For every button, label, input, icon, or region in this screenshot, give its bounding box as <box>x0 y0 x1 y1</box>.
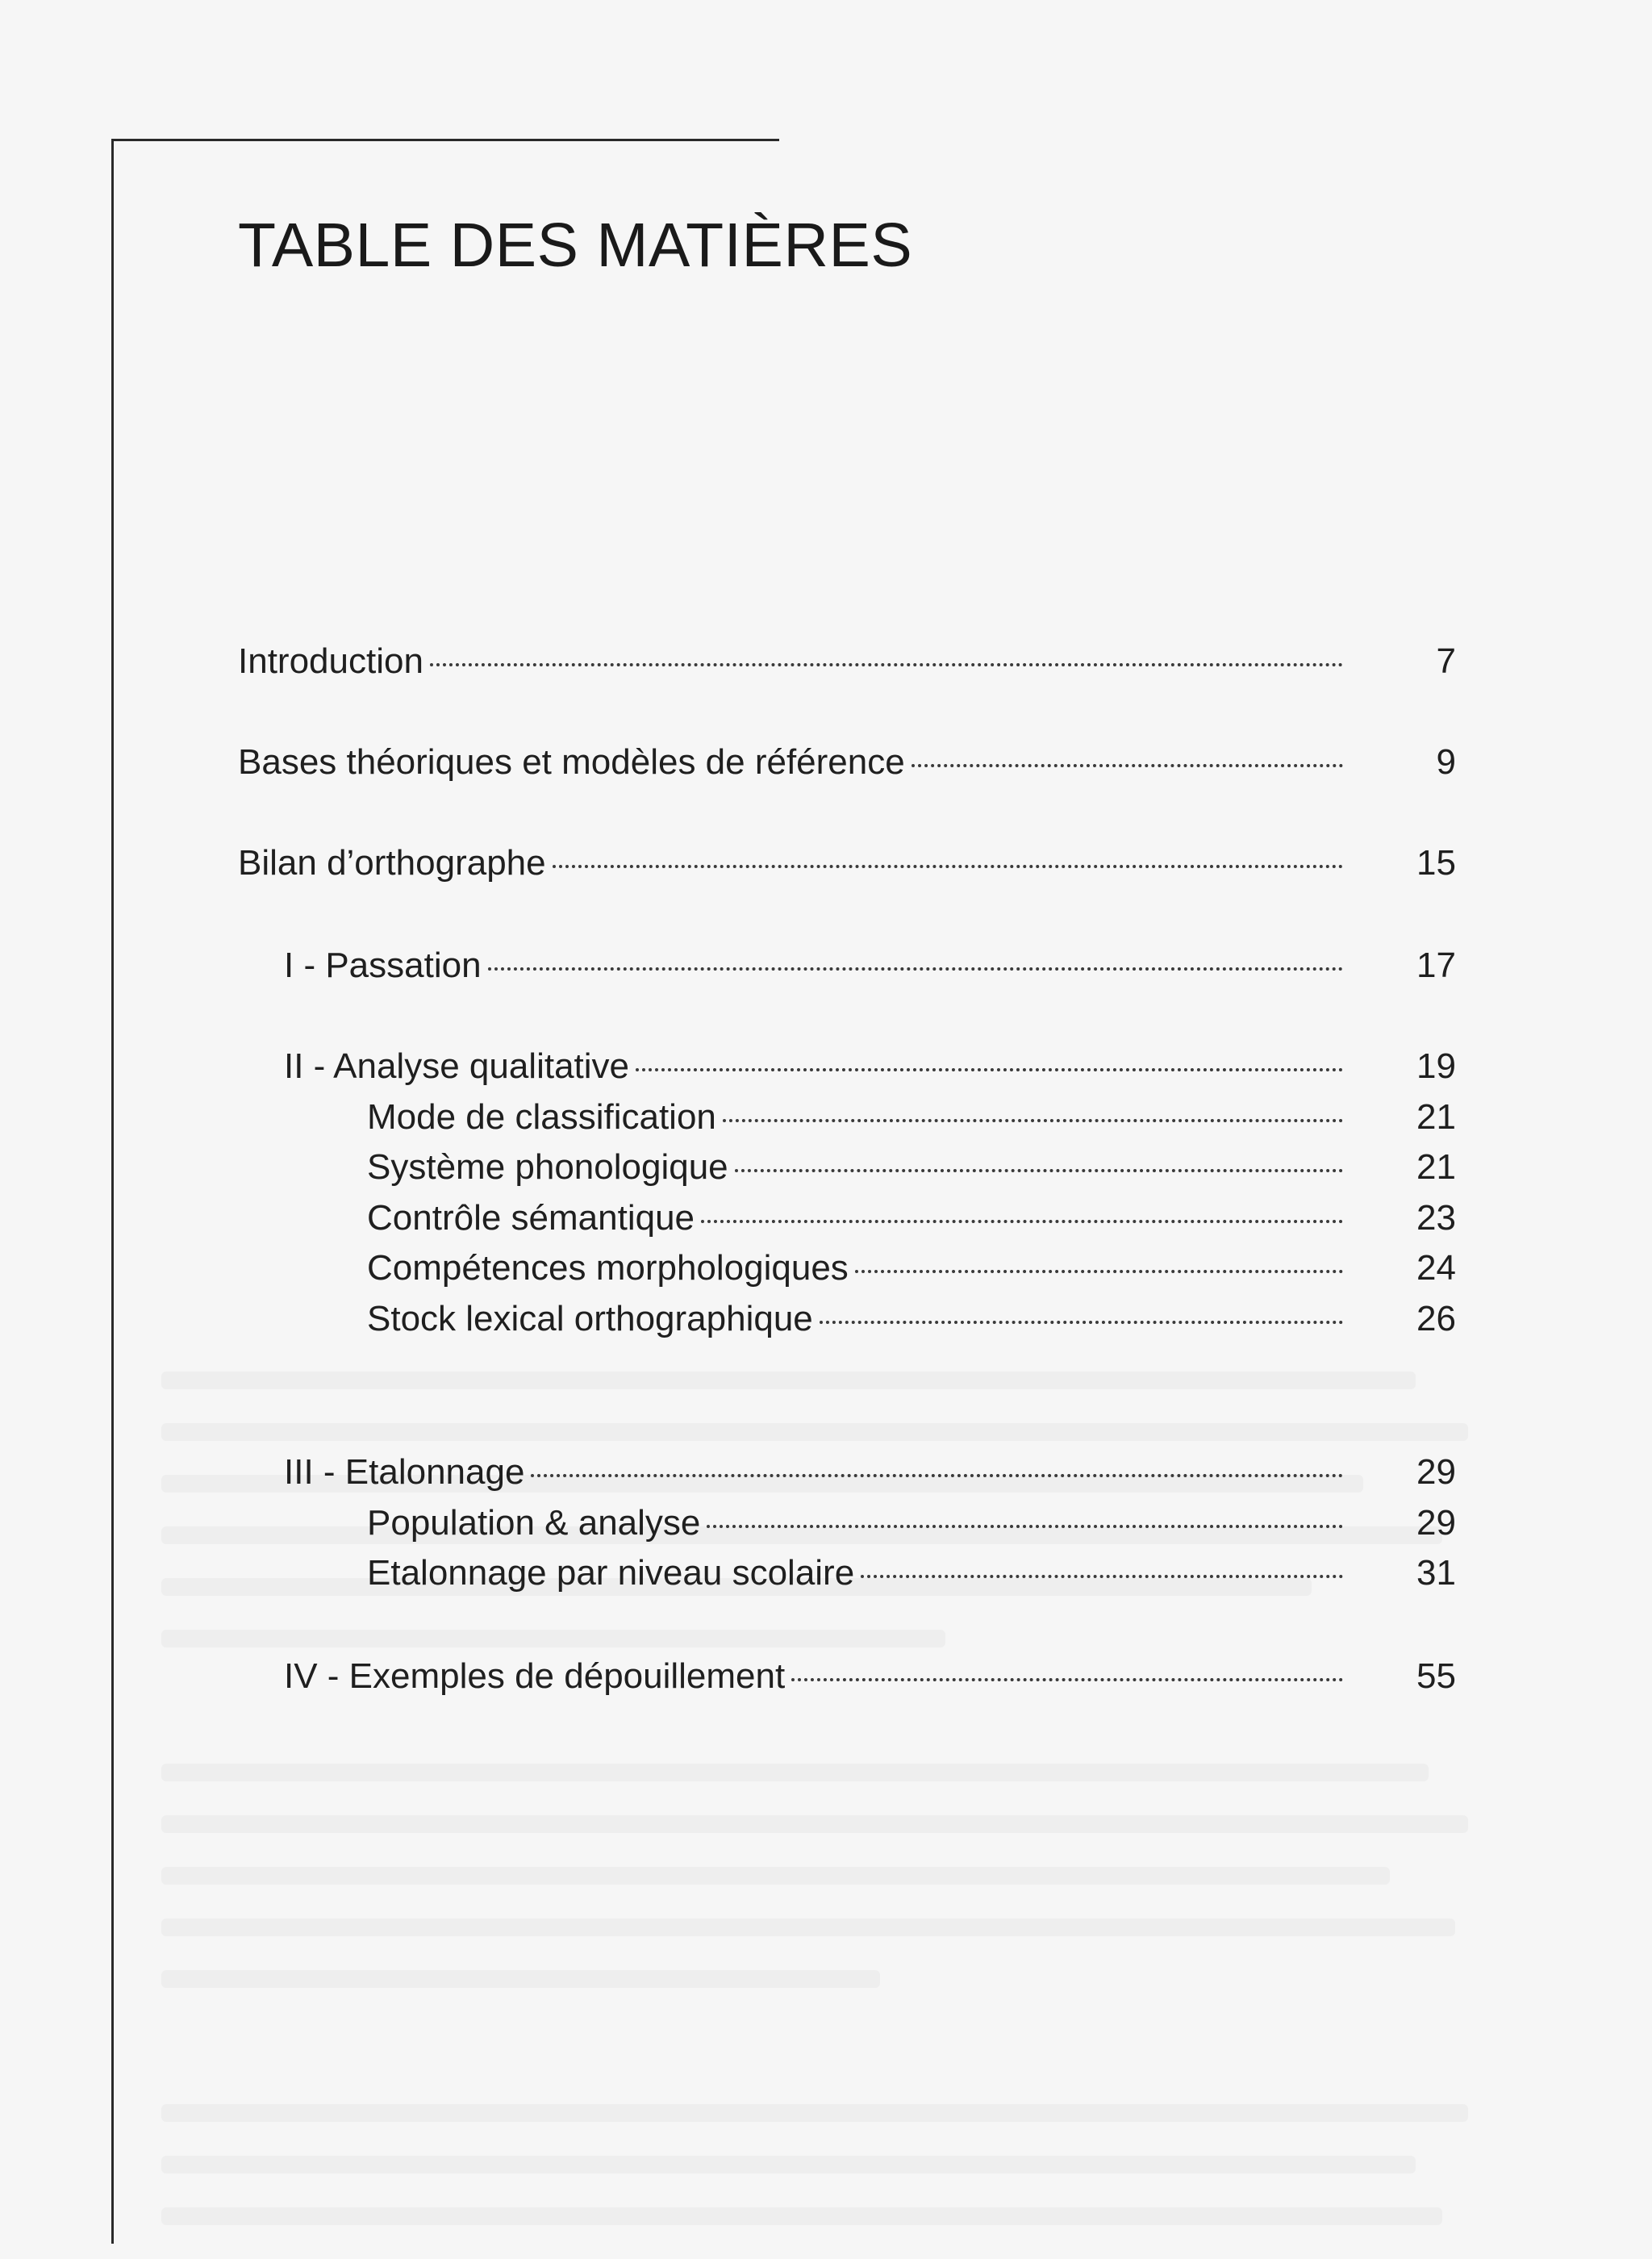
toc-entry-label: Bilan d’orthographe <box>238 843 546 883</box>
toc-leader-dots <box>735 1145 1343 1172</box>
toc-entry-page: 17 <box>1416 946 1456 985</box>
toc-entry-etalonnage-niveau-scolaire[interactable] <box>367 1553 1456 1601</box>
toc-entry-page: 19 <box>1416 1046 1456 1086</box>
toc-leader-dots <box>861 1551 1343 1578</box>
toc-entry-exemples-depouillement[interactable] <box>284 1656 1456 1705</box>
toc-entry-page: 9 <box>1436 742 1456 782</box>
toc-entry-label: Contrôle sémantique <box>367 1198 695 1238</box>
toc-entry-page: 55 <box>1416 1656 1456 1696</box>
toc-leader-dots <box>553 841 1343 868</box>
page-frame-left-rule <box>111 139 114 2244</box>
toc-leader-dots <box>701 1196 1343 1223</box>
page-frame-top-rule <box>111 139 779 141</box>
toc-entry-page: 15 <box>1416 843 1456 883</box>
toc-entry-page: 21 <box>1416 1147 1456 1187</box>
toc-entry-etalonnage[interactable] <box>284 1452 1456 1501</box>
toc-entry-controle-semantique[interactable] <box>367 1198 1456 1246</box>
toc-entry-bases-theoriques[interactable] <box>238 742 1456 791</box>
toc-entry-page: 31 <box>1416 1553 1456 1593</box>
toc-leader-dots <box>820 1297 1343 1324</box>
toc-entry-label: Population & analyse <box>367 1503 701 1543</box>
toc-entry-label: I - Passation <box>284 946 482 985</box>
toc-entry-page: 26 <box>1416 1299 1456 1338</box>
toc-entry-population-analyse[interactable] <box>367 1503 1456 1551</box>
toc-leader-dots <box>531 1450 1343 1477</box>
toc-entry-label: Bases théoriques et modèles de référence <box>238 742 905 782</box>
toc-entry-page: 7 <box>1436 641 1456 681</box>
toc-leader-dots <box>855 1246 1343 1273</box>
toc-entry-label: Etalonnage par niveau scolaire <box>367 1553 855 1593</box>
toc-entry-label: III - Etalonnage <box>284 1452 525 1492</box>
toc-entry-page: 23 <box>1416 1198 1456 1238</box>
toc-leader-dots <box>723 1095 1343 1122</box>
toc-leader-dots <box>707 1501 1343 1528</box>
toc-entry-introduction[interactable] <box>238 641 1456 690</box>
toc-entry-mode-classification[interactable] <box>367 1097 1456 1146</box>
toc-entry-stock-lexical[interactable] <box>367 1299 1456 1347</box>
toc-entry-label: Compétences morphologiques <box>367 1248 849 1288</box>
toc-entry-label: Stock lexical orthographique <box>367 1299 813 1338</box>
toc-entry-label: Introduction <box>238 641 423 681</box>
toc-entry-page: 29 <box>1416 1452 1456 1492</box>
toc-entry-label: Système phonologique <box>367 1147 728 1187</box>
toc-leader-dots <box>430 639 1343 666</box>
toc-entry-analyse-qualitative[interactable] <box>284 1046 1456 1095</box>
toc-entry-competences-morphologiques[interactable] <box>367 1248 1456 1297</box>
page-title: TABLE DES MATIÈRES <box>238 210 913 280</box>
toc-entry-label: Mode de classification <box>367 1097 716 1137</box>
toc-entry-page: 21 <box>1416 1097 1456 1137</box>
toc-entry-label: IV - Exemples de dépouillement <box>284 1656 786 1696</box>
toc-leader-dots <box>912 740 1343 767</box>
toc-entry-bilan-orthographe[interactable] <box>238 843 1456 891</box>
toc-entry-page: 24 <box>1416 1248 1456 1288</box>
toc-leader-dots <box>791 1654 1343 1681</box>
toc-leader-dots <box>636 1044 1343 1071</box>
toc-entry-systeme-phonologique[interactable] <box>367 1147 1456 1196</box>
toc-entry-passation[interactable] <box>284 946 1456 994</box>
toc-leader-dots <box>488 943 1343 971</box>
toc-entry-page: 29 <box>1416 1503 1456 1543</box>
toc-entry-label: II - Analyse qualitative <box>284 1046 630 1086</box>
